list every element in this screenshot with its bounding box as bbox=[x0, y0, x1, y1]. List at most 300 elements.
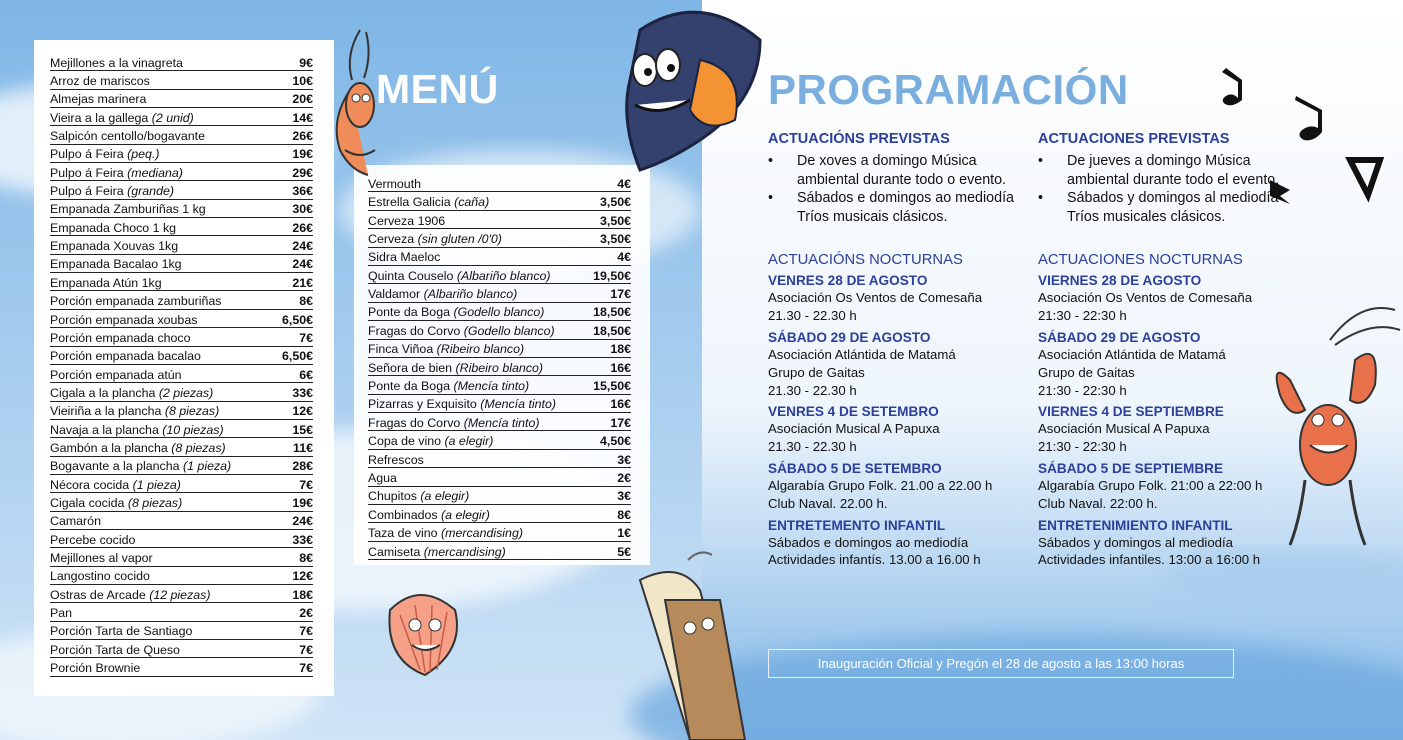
menu-item-note: (Ribeiro blanco) bbox=[455, 360, 543, 375]
menu-item bbox=[50, 512, 313, 530]
menu-item-name bbox=[50, 185, 174, 199]
menu-item-label: Estrella Galicia bbox=[368, 195, 455, 210]
menu-item-name bbox=[50, 589, 210, 603]
event-detail: 21.30 - 22.30 h bbox=[768, 382, 857, 398]
menu-item-name bbox=[50, 625, 192, 639]
menu-item bbox=[368, 468, 631, 486]
menu-item bbox=[368, 523, 631, 541]
menu-item-name bbox=[368, 215, 445, 229]
menu-item-price: 3,50€ bbox=[599, 231, 631, 246]
menu-item bbox=[368, 229, 631, 247]
menu-item-name bbox=[50, 75, 150, 89]
menu-item-label: Camiseta bbox=[368, 544, 424, 559]
menu-item-label: Porción empanada bacalao bbox=[50, 349, 201, 364]
menu-item-name bbox=[50, 130, 205, 144]
menu-item-price: 9€ bbox=[299, 55, 313, 70]
menu-item-name bbox=[50, 148, 160, 162]
menu-item-price: 7€ bbox=[299, 642, 313, 657]
planned-performances-list bbox=[768, 152, 1033, 226]
menu-item bbox=[50, 255, 313, 273]
menu-item-name bbox=[50, 369, 182, 383]
menu-item-name bbox=[50, 442, 226, 456]
menu-item bbox=[368, 211, 631, 229]
menu-item-name bbox=[368, 251, 440, 265]
menu-item-name bbox=[368, 196, 489, 210]
menu-item bbox=[368, 487, 631, 505]
menu-item-label: Salpicón centollo/bogavante bbox=[50, 129, 205, 144]
program-spanish-column bbox=[1038, 130, 1303, 573]
menu-item bbox=[50, 567, 313, 585]
menu-item-label: Pulpo á Feira bbox=[50, 147, 128, 162]
event-detail: Algarabía Grupo Folk. 21.00 a 22.00 h bbox=[768, 477, 993, 493]
nocturnal-performances-heading: ACTUACIONES NOCTURNAS bbox=[1038, 252, 1243, 269]
event-date: SÁBADO 5 DE SETEMBRO bbox=[768, 460, 942, 476]
menu-item-label: Porción empanada zamburiñas bbox=[50, 294, 222, 309]
menu-item-note: (2 piezas) bbox=[158, 385, 214, 400]
menu-item-name bbox=[368, 288, 517, 302]
menu-item bbox=[50, 200, 313, 218]
planned-performance-item: • Sábados y domingos al mediodía Tríos musicales clásicos. bbox=[1038, 189, 1303, 226]
menu-item bbox=[50, 328, 313, 346]
menu-item-name bbox=[368, 380, 529, 394]
menu-item-price: 3€ bbox=[617, 452, 631, 467]
menu-item bbox=[50, 126, 313, 144]
menu-item-label: Porción Tarta de Santiago bbox=[50, 624, 193, 639]
menu-item-note: (mercandising) bbox=[441, 526, 523, 541]
menu-item-name bbox=[50, 350, 201, 364]
menu-item-label: Empanada Xouvas 1kg bbox=[50, 239, 179, 254]
menu-item-price: 6,50€ bbox=[281, 349, 313, 364]
menu-item-price: 4€ bbox=[617, 176, 631, 191]
event-detail: Actividades infantís. 13.00 a 16.00 h bbox=[768, 552, 981, 568]
menu-item bbox=[368, 174, 631, 192]
event-detail: Club Naval. 22.00 h. bbox=[768, 495, 888, 511]
menu-item-note: (a elegir) bbox=[444, 434, 494, 449]
menu-item-label: Almejas marinera bbox=[50, 92, 147, 107]
menu-item-note: (1 pieza) bbox=[132, 477, 181, 492]
menu-item-name bbox=[50, 93, 146, 107]
menu-item-name bbox=[50, 405, 219, 419]
menu-item-name bbox=[368, 490, 469, 504]
menu-item bbox=[50, 218, 313, 236]
event-detail: 21:30 - 22:30 h bbox=[1038, 308, 1127, 324]
menu-item-note: (8 piezas) bbox=[164, 404, 220, 419]
menu-item-note: (a elegir) bbox=[420, 489, 470, 504]
menu-item-price: 26€ bbox=[292, 129, 313, 144]
menu-item-note: (Albariño blanco) bbox=[423, 287, 518, 302]
menu-item-name bbox=[368, 509, 490, 523]
menu-item bbox=[50, 402, 313, 420]
event-detail: Club Naval. 22:00 h. bbox=[1038, 495, 1158, 511]
event-detail: Asociación Musical A Papuxa bbox=[768, 421, 940, 437]
menu-item-name bbox=[50, 552, 153, 566]
menu-item-price: 17€ bbox=[610, 287, 631, 302]
menu-item-price: 8€ bbox=[299, 294, 313, 309]
menu-item bbox=[368, 413, 631, 431]
event-block bbox=[768, 517, 1033, 570]
event-date: SÁBADO 29 DE AGOSTO bbox=[768, 329, 931, 345]
menu-item-name bbox=[50, 240, 178, 254]
menu-item-price: 4€ bbox=[617, 250, 631, 265]
event-detail: Asociación Atlántida de Matamá bbox=[1038, 346, 1226, 362]
menu-item-label: Chupitos bbox=[368, 489, 421, 504]
menu-item-label: Nécora cocida bbox=[50, 477, 133, 492]
event-detail: Asociación Atlántida de Matamá bbox=[768, 346, 956, 362]
menu-item-label: Camarón bbox=[50, 514, 101, 529]
event-date: ENTRETEMENTO INFANTIL bbox=[768, 517, 946, 533]
menu-item bbox=[50, 420, 313, 438]
menu-item-label: Señora de bien bbox=[368, 360, 456, 375]
menu-item-label: Ponte da Boga bbox=[368, 305, 454, 320]
event-detail: Sábados y domingos al mediodía bbox=[1038, 534, 1234, 550]
menu-item-name bbox=[368, 435, 493, 449]
programacion-title: PROGRAMACIÓN bbox=[768, 66, 1129, 113]
menu-item-note: (sin gluten /0'0) bbox=[417, 231, 502, 246]
menu-item-price: 7€ bbox=[299, 624, 313, 639]
menu-item-price: 6,50€ bbox=[281, 312, 313, 327]
menu-item bbox=[50, 273, 313, 291]
menu-item-label: Vermouth bbox=[368, 176, 422, 191]
menu-item-name bbox=[368, 362, 543, 376]
menu-item-label: Vieira a la gallega bbox=[50, 110, 152, 125]
menu-item-note: (Albariño blanco) bbox=[456, 268, 551, 283]
menu-item-label: Cigala a la plancha bbox=[50, 385, 159, 400]
menu-item-note: (Godello blanco) bbox=[463, 323, 555, 338]
menu-item bbox=[368, 505, 631, 523]
menu-item-label: Bogavante a la plancha bbox=[50, 459, 183, 474]
menu-item-price: 5€ bbox=[617, 544, 631, 559]
menu-item bbox=[50, 108, 313, 126]
menu-item-label: Mejillones a la vinagreta bbox=[50, 55, 183, 70]
menu-item-name bbox=[50, 277, 162, 291]
menu-item-label: Porción empanada xoubas bbox=[50, 312, 198, 327]
food-menu-list bbox=[50, 53, 313, 677]
menu-item-label: Empanada Bacalao 1kg bbox=[50, 257, 182, 272]
menu-item-name bbox=[50, 314, 197, 328]
planned-performances-heading: ACTUACIONES PREVISTAS bbox=[1038, 131, 1230, 147]
menu-item-price: 29€ bbox=[292, 165, 313, 180]
event-detail: Actividades infantiles. 13:00 a 16:00 h bbox=[1038, 552, 1261, 568]
menu-item bbox=[50, 383, 313, 401]
menu-item-name bbox=[50, 332, 191, 346]
menu-item bbox=[368, 376, 631, 394]
menu-item bbox=[50, 530, 313, 548]
event-block bbox=[1038, 329, 1303, 399]
menu-item-name bbox=[50, 497, 182, 511]
menu-item-name bbox=[50, 644, 180, 658]
event-detail: Grupo de Gaitas bbox=[1038, 364, 1135, 380]
menu-item-price: 28€ bbox=[292, 459, 313, 474]
menu-item-price: 12€ bbox=[292, 569, 313, 584]
menu-item bbox=[50, 365, 313, 383]
menu-item-name bbox=[368, 398, 556, 412]
menu-item-name bbox=[368, 306, 544, 320]
menu-item-price: 8€ bbox=[617, 507, 631, 522]
menu-item-label: Empanada Atún 1kg bbox=[50, 275, 162, 290]
menu-item bbox=[50, 457, 313, 475]
menu-item-label: Empanada Zamburiñas 1 kg bbox=[50, 202, 206, 217]
event-detail: Grupo de Gaitas bbox=[768, 364, 865, 380]
menu-item-name bbox=[368, 546, 506, 560]
menu-item bbox=[50, 291, 313, 309]
event-block bbox=[1038, 517, 1303, 570]
menu-item-label: Pizarras y Exquisito bbox=[368, 397, 481, 412]
event-block bbox=[1038, 403, 1303, 456]
menu-item-name bbox=[50, 460, 231, 474]
event-detail: 21:30 - 22:30 h bbox=[1038, 439, 1127, 455]
menu-item-price: 7€ bbox=[299, 330, 313, 345]
menu-item bbox=[50, 658, 313, 676]
menu-item-name bbox=[50, 662, 140, 676]
menu-item-label: Empanada Choco 1 kg bbox=[50, 220, 177, 235]
menu-item-label: Combinados bbox=[368, 507, 442, 522]
menu-item-price: 24€ bbox=[292, 239, 313, 254]
menu-item bbox=[368, 542, 631, 560]
planned-performance-item: • Sábados e domingos ao mediodía Tríos musicais clásicos. bbox=[768, 189, 1033, 226]
menu-item-name bbox=[50, 424, 224, 438]
menu-item-label: Cigala cocida bbox=[50, 495, 128, 510]
menu-item-name bbox=[50, 534, 135, 548]
menu-item-label: Porción Tarta de Queso bbox=[50, 642, 180, 657]
planned-performances-list bbox=[1038, 152, 1303, 226]
menu-item bbox=[368, 266, 631, 284]
event-block bbox=[768, 329, 1033, 399]
event-detail: Sábados e domingos ao mediodía bbox=[768, 534, 969, 550]
menu-item bbox=[50, 475, 313, 493]
menu-item-label: Porción Brownie bbox=[50, 661, 141, 676]
menu-item-label: Vieiriña a la plancha bbox=[50, 404, 165, 419]
menu-item-label: Pan bbox=[50, 606, 73, 621]
menu-item-note: (Godello blanco) bbox=[453, 305, 545, 320]
menu-item-name bbox=[50, 112, 194, 126]
menu-item-label: Refrescos bbox=[368, 452, 424, 467]
event-block bbox=[768, 403, 1033, 456]
menu-item-price: 17€ bbox=[610, 415, 631, 430]
menu-item bbox=[50, 347, 313, 365]
menu-item-price: 18€ bbox=[610, 342, 631, 357]
menu-item-price: 19€ bbox=[292, 147, 313, 162]
menu-item-note: (a elegir) bbox=[441, 507, 490, 522]
menu-item-price: 14€ bbox=[292, 110, 313, 125]
menu-item bbox=[50, 310, 313, 328]
menu-item-name bbox=[368, 343, 524, 357]
menu-item-name bbox=[50, 203, 206, 217]
menu-item-note: (8 piezas) bbox=[127, 495, 183, 510]
menu-item-price: 2€ bbox=[299, 606, 313, 621]
menu-item-price: 11€ bbox=[293, 440, 313, 455]
menu-item-note: (grande) bbox=[127, 184, 174, 199]
menu-item-note: (Mencía tinto) bbox=[480, 397, 556, 412]
menu-item bbox=[50, 603, 313, 621]
menu-item-note: (caña) bbox=[454, 195, 490, 210]
nocturnal-performances-heading: ACTUACIÓNS NOCTURNAS bbox=[768, 252, 963, 269]
program-galician-column bbox=[768, 130, 1033, 573]
planned-performance-item: • De xoves a domingo Música ambiental durante todo o evento. bbox=[768, 152, 1033, 189]
planned-performances-heading: ACTUACIÓNS PREVISTAS bbox=[768, 131, 950, 147]
menu-item bbox=[50, 236, 313, 254]
menu-item-price: 10€ bbox=[292, 74, 313, 89]
menu-item-name bbox=[368, 233, 502, 247]
menu-item-price: 2€ bbox=[617, 471, 631, 485]
event-detail: Asociación Musical A Papuxa bbox=[1038, 421, 1210, 437]
menu-item-name bbox=[368, 178, 421, 192]
menu-item-price: 24€ bbox=[292, 514, 313, 529]
menu-item-label: Quinta Couselo bbox=[368, 268, 457, 283]
menu-item-price: 1€ bbox=[617, 526, 631, 541]
menu-item-price: 15€ bbox=[292, 422, 313, 437]
menu-item-name bbox=[50, 57, 183, 71]
menu-item bbox=[368, 450, 631, 468]
event-detail: 21.30 - 22.30 h bbox=[768, 439, 857, 455]
event-detail: 21:30 - 22:30 h bbox=[1038, 382, 1127, 398]
menu-item-label: Porción empanada atún bbox=[50, 367, 182, 382]
menu-item bbox=[368, 192, 631, 210]
menu-item-label: Mejillones al vapor bbox=[50, 550, 153, 565]
menu-item bbox=[50, 145, 313, 163]
menu-item-price: 33€ bbox=[292, 532, 313, 547]
menu-item bbox=[50, 585, 313, 603]
event-date: SÁBADO 5 DE SEPTIEMBRE bbox=[1038, 460, 1224, 476]
menu-item-price: 19,50€ bbox=[593, 268, 631, 283]
menu-item bbox=[50, 640, 313, 658]
event-block bbox=[1038, 272, 1303, 325]
menu-item-label: Porción empanada choco bbox=[50, 330, 191, 345]
menu-item-label: Percebe cocido bbox=[50, 532, 136, 547]
planned-performance-item: • De jueves a domingo Música ambiental durante todo el evento. bbox=[1038, 152, 1303, 189]
menu-item-label: Fragas do Corvo bbox=[368, 323, 464, 338]
menu-item-name bbox=[50, 167, 183, 181]
menu-item bbox=[368, 431, 631, 449]
menu-item-price: 18,50€ bbox=[593, 305, 631, 320]
menu-item bbox=[368, 395, 631, 413]
menu-item-note: (mediana) bbox=[127, 165, 183, 180]
menu-item-label: Cerveza bbox=[368, 231, 418, 246]
menu-item-name bbox=[50, 295, 222, 309]
event-date: VENRES 28 DE AGOSTO bbox=[768, 273, 928, 289]
event-date: VENRES 4 DE SETEMBRO bbox=[768, 404, 939, 420]
menu-item bbox=[50, 548, 313, 566]
menu-item-price: 19€ bbox=[292, 495, 313, 510]
menu-item-label: Ostras de Arcade bbox=[50, 587, 150, 602]
menu-item-note: (Mencía tinto) bbox=[453, 379, 530, 394]
menu-item-name bbox=[50, 258, 182, 272]
menu-item-name bbox=[368, 270, 551, 284]
menu-item-price: 16€ bbox=[610, 397, 631, 412]
menu-item-note: (1 pieza) bbox=[182, 459, 232, 474]
menu-item bbox=[50, 438, 313, 456]
menu-item-price: 24€ bbox=[292, 257, 313, 272]
menu-item-note: (peq.) bbox=[127, 147, 160, 162]
menu-item-price: 26€ bbox=[292, 220, 313, 235]
menu-item-label: Gambón a la plancha bbox=[50, 440, 172, 455]
menu-item-price: 7€ bbox=[299, 661, 313, 676]
menu-item bbox=[50, 90, 313, 108]
menu-item bbox=[50, 163, 313, 181]
menu-item-label: Navaja a la plancha bbox=[50, 422, 163, 437]
menu-item bbox=[368, 303, 631, 321]
menu-item-price: 16€ bbox=[610, 360, 631, 375]
menu-item-label: Fragas do Corvo bbox=[368, 415, 464, 430]
menu-item-name bbox=[368, 417, 539, 431]
inauguration-banner: Inauguración Oficial y Pregón el 28 de agosto a las 13:00 horas bbox=[768, 649, 1234, 678]
menu-item-price: 30€ bbox=[292, 202, 313, 217]
menu-item-note: (8 piezas) bbox=[171, 440, 226, 455]
menu-item-price: 33€ bbox=[292, 385, 313, 400]
event-detail: 21.30 - 22.30 h bbox=[768, 308, 857, 324]
menu-item-price: 18,50€ bbox=[593, 323, 631, 338]
event-detail: Algarabía Grupo Folk. 21:00 a 22:00 h bbox=[1038, 477, 1263, 493]
menu-item-price: 21€ bbox=[292, 275, 313, 290]
menu-item-label: Copa de vino bbox=[368, 434, 445, 449]
menu-item-price: 18€ bbox=[292, 587, 313, 602]
event-date: ENTRETENIMIENTO INFANTIL bbox=[1038, 517, 1233, 533]
menu-item-price: 3,50€ bbox=[599, 213, 631, 228]
menu-item-name bbox=[50, 479, 181, 493]
event-date: SÁBADO 29 DE AGOSTO bbox=[1038, 329, 1201, 345]
menu-item-price: 36€ bbox=[292, 184, 313, 199]
menu-item-name bbox=[50, 222, 176, 236]
event-block bbox=[768, 272, 1033, 325]
menu-item-note: (mercandising) bbox=[423, 544, 506, 559]
menu-item bbox=[368, 340, 631, 358]
menu-item-label: Pulpo á Feira bbox=[50, 184, 128, 199]
menu-item-price: 7€ bbox=[299, 477, 313, 492]
menu-item-label: Arroz de mariscos bbox=[50, 74, 150, 89]
menu-item-price: 3€ bbox=[617, 489, 631, 504]
menu-item-price: 20€ bbox=[292, 92, 313, 107]
menu-item bbox=[368, 248, 631, 266]
menu-item-name bbox=[368, 325, 555, 339]
event-block bbox=[768, 460, 1033, 513]
menu-item-note: (Mencía tinto) bbox=[463, 415, 540, 430]
menu-item-note: (10 piezas) bbox=[162, 422, 224, 437]
event-block bbox=[1038, 460, 1303, 513]
menu-item-label: Ponte da Boga bbox=[368, 379, 454, 394]
menu-item-label: Pulpo á Feira bbox=[50, 165, 128, 180]
menu-item bbox=[50, 71, 313, 89]
menu-item-label: Langostino cocido bbox=[50, 569, 150, 584]
menu-item-name bbox=[368, 527, 523, 541]
menu-item bbox=[368, 358, 631, 376]
menu-item-name bbox=[50, 607, 72, 621]
menu-item-label: Sidra Maeloc bbox=[368, 250, 441, 265]
menu-item-label: Finca Viñoa bbox=[368, 342, 437, 357]
menu-item-name bbox=[50, 570, 150, 584]
menu-item-label: Cerveza 1906 bbox=[368, 213, 446, 228]
menu-item bbox=[50, 622, 313, 640]
event-detail: Asociación Os Ventos de Comesaña bbox=[1038, 290, 1253, 306]
menu-item-price: 4,50€ bbox=[599, 434, 631, 449]
menu-item-name bbox=[368, 454, 424, 468]
menu-item bbox=[50, 493, 313, 511]
event-date: VIERNES 28 DE AGOSTO bbox=[1038, 273, 1202, 289]
menu-item-note: (12 piezas) bbox=[149, 587, 211, 602]
menu-item-price: 15,50€ bbox=[593, 379, 631, 394]
menu-item bbox=[368, 321, 631, 339]
menu-title: MENÚ bbox=[376, 66, 499, 112]
event-date: VIERNES 4 DE SEPTIEMBRE bbox=[1038, 404, 1224, 420]
menu-item-note: (2 unid) bbox=[151, 110, 194, 125]
menu-item-price: 3,50€ bbox=[599, 195, 631, 210]
menu-item-name bbox=[50, 515, 101, 529]
menu-item-note: (Ribeiro blanco) bbox=[436, 342, 525, 357]
menu-item-price: 8€ bbox=[299, 550, 313, 565]
menu-item-label: Valdamor bbox=[368, 287, 424, 302]
menu-item-price: 6€ bbox=[299, 367, 313, 382]
menu-item-name bbox=[50, 387, 213, 401]
menu-item-name bbox=[368, 472, 397, 486]
menu-item-price: 12€ bbox=[292, 404, 313, 419]
